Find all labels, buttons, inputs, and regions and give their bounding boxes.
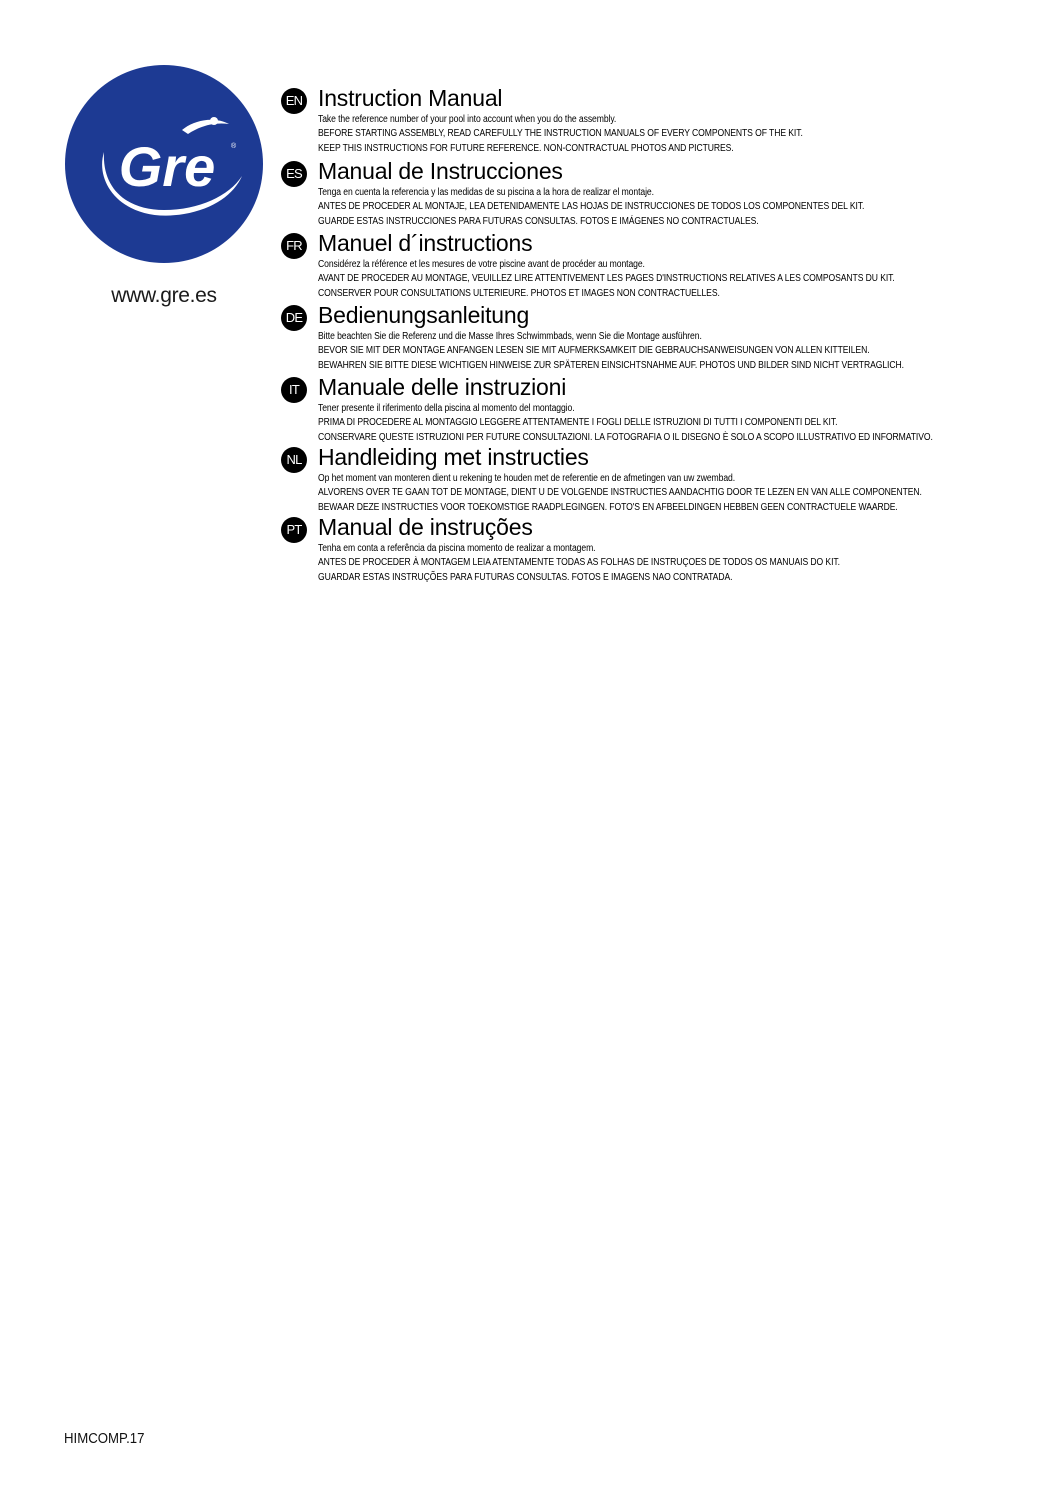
section-line: CONSERVARE QUESTE ISTRUZIONI PER FUTURE CONSULTAZIONI. LA FOTOGRAFIA O IL DISEGNO È SOLO A SCOPO ILLUSTRATIVO ED INFORMATIVO. — [318, 431, 933, 443]
section-title-fr: Manuel d´instructions — [318, 230, 533, 256]
section-pt — [281, 513, 1041, 585]
section-line: Take the reference number of your pool into account when you do the assembly. — [318, 114, 617, 125]
language-badge-es: ES — [281, 161, 307, 187]
section-line: BEWAHREN SIE BITTE DIESE WICHTIGEN HINWEISE ZUR SPÄTEREN EINSICHTSNAHME AUF. PHOTOS UND BILDER SIND NICHT VERTRAGLICH. — [318, 359, 904, 371]
language-badge-fr: FR — [281, 233, 307, 259]
section-title-it: Manuale delle instruzioni — [318, 374, 567, 400]
section-it — [281, 373, 1041, 443]
section-line: Tenga en cuenta la referencia y las medidas de su piscina a la hora de realizar el montaje. — [318, 187, 654, 198]
section-title-de: Bedienungsanleitung — [318, 302, 530, 328]
section-line: BEFORE STARTING ASSEMBLY, READ CAREFULLY THE INSTRUCTION MANUALS OF EVERY COMPONENTS OF THE KIT. — [318, 128, 803, 140]
section-line: KEEP THIS INSTRUCTIONS FOR FUTURE REFERENCE. NON-CONTRACTUAL PHOTOS AND PICTURES. — [318, 142, 734, 154]
language-badge-it: IT — [281, 377, 307, 403]
document-code: HIMCOMP.17 — [64, 1430, 145, 1447]
website-url: www.gre.es — [111, 284, 217, 307]
language-sections — [281, 84, 1041, 585]
section-de — [281, 301, 1041, 373]
gre-logo-graphic — [64, 64, 264, 264]
section-line: PRIMA DI PROCEDERE AL MONTAGGIO LEGGERE ATTENTAMENTE I FOGLI DELLE ISTRUZIONI DI TUTTI I COMPONENTI DEL KIT. — [318, 417, 838, 429]
section-line: Bitte beachten Sie die Referenz und die Masse Ihres Schwimmbads, wenn Sie die Montage ausführen. — [318, 331, 702, 342]
section-line: AVANT DE PROCEDER AU MONTAGE, VEUILLEZ LIRE ATTENTIVEMENT LES PAGES D'INSTRUCTIONS RELATIVES A LES COMPOSANTS DU KIT. — [318, 273, 895, 285]
section-title-pt: Manual de instruções — [318, 514, 533, 540]
section-fr — [281, 229, 1041, 301]
section-line: Op het moment van monteren dient u rekening te houden met de referentie en de afmetingen van uw zwembad. — [318, 473, 736, 484]
section-line: ALVORENS OVER TE GAAN TOT DE MONTAGE, DIENT U DE VOLGENDE INSTRUCTIES AANDACHTIG DOOR TE LEZEN EN VAN ALLE COMPONENTEN. — [318, 487, 922, 499]
registered-mark: ® — [231, 143, 237, 150]
section-line: Tenha em conta a referência da piscina momento de realizar a montagem. — [318, 543, 596, 554]
section-title-es: Manual de Instrucciones — [318, 158, 563, 184]
logo-text: Gre — [118, 135, 216, 198]
section-line: Considérez la référence et les mesures de votre piscine avant de procéder au montage. — [318, 259, 645, 270]
section-line: Tener presente il riferimento della piscina al momento del montaggio. — [318, 403, 575, 414]
logo-swimmer-head — [210, 117, 218, 125]
section-title-en: Instruction Manual — [318, 85, 503, 111]
section-line: GUARDAR ESTAS INSTRUÇÕES PARA FUTURAS CONSULTAS. FOTOS E IMAGENS NAO CONTRATADA. — [318, 571, 733, 583]
gre-logo — [64, 64, 264, 264]
section-nl — [281, 443, 1041, 513]
section-line: GUARDE ESTAS INSTRUCCIONES PARA FUTURAS CONSULTAS. FOTOS E IMÁGENES NO CONTRACTUALES. — [318, 215, 759, 227]
language-badge-pt: PT — [281, 517, 307, 543]
section-es — [281, 157, 1041, 229]
section-line: BEWAAR DEZE INSTRUCTIES VOOR TOEKOMSTIGE RAADPLEGINGEN. FOTO'S EN AFBEELDINGEN HEBBEN GEEN CONTRACTUELE WAARDE. — [318, 501, 898, 513]
language-badge-de: DE — [281, 305, 307, 331]
section-line: ANTES DE PROCEDER AL MONTAJE, LEA DETENIDAMENTE LAS HOJAS DE INSTRUCCIONES DE TODOS LOS COMPONENTES DEL KIT. — [318, 201, 865, 213]
language-badge-nl: NL — [281, 447, 307, 473]
section-en — [281, 84, 1041, 157]
section-line: CONSERVER POUR CONSULTATIONS ULTERIEURE. PHOTOS ET IMAGES NON CONTRACTUELLES. — [318, 287, 720, 299]
language-badge-en: EN — [281, 88, 307, 114]
section-line: BEVOR SIE MIT DER MONTAGE ANFANGEN LESEN SIE MIT AUFMERKSAMKEIT DIE GEBRAUCHSANWEISUNGEN VON ALLEN KITTEILEN. — [318, 345, 870, 357]
section-line: ANTES DE PROCEDER À MONTAGEM LEIA ATENTAMENTE TODAS AS FOLHAS DE INSTRUÇOES DE TODOS OS MANUAIS DO KIT. — [318, 557, 840, 569]
section-title-nl: Handleiding met instructies — [318, 444, 589, 470]
